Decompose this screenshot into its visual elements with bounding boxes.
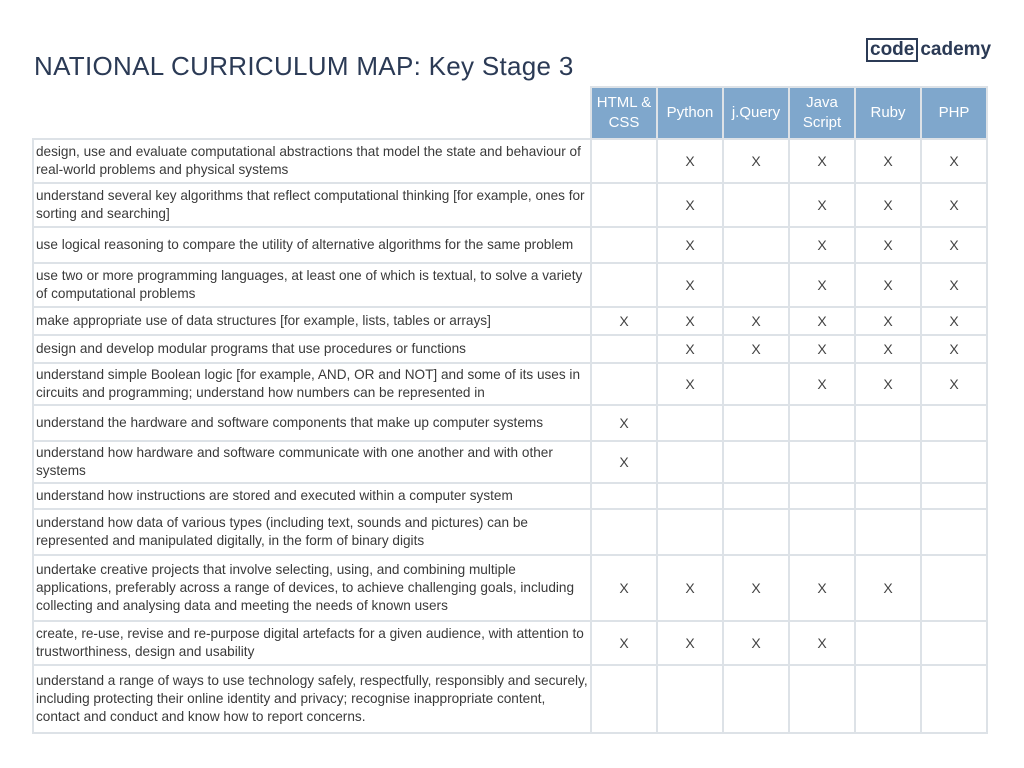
coverage-mark — [591, 227, 657, 263]
coverage-mark — [591, 263, 657, 307]
table-row — [33, 621, 987, 665]
objective-description: use logical reasoning to compare the utility of alternative algorithms for the same problem — [33, 227, 591, 263]
table-row — [33, 227, 987, 263]
coverage-mark: X — [657, 263, 723, 307]
coverage-mark — [657, 405, 723, 441]
coverage-mark: X — [855, 307, 921, 335]
coverage-mark — [591, 483, 657, 509]
coverage-mark: X — [789, 555, 855, 621]
coverage-mark: X — [657, 335, 723, 363]
coverage-mark: X — [855, 363, 921, 405]
coverage-mark: X — [921, 139, 987, 183]
logo-code-text: code — [866, 38, 918, 62]
objective-description: design and develop modular programs that use procedures or functions — [33, 335, 591, 363]
coverage-mark — [723, 483, 789, 509]
coverage-mark: X — [789, 263, 855, 307]
coverage-mark: X — [657, 139, 723, 183]
coverage-mark — [723, 227, 789, 263]
coverage-mark: X — [789, 621, 855, 665]
table-row — [33, 139, 987, 183]
objective-description: use two or more programming languages, at least one of which is textual, to solve a variety of computational problems — [33, 263, 591, 307]
objective-description: make appropriate use of data structures [for example, lists, tables or arrays] — [33, 307, 591, 335]
coverage-mark — [921, 405, 987, 441]
coverage-mark — [723, 509, 789, 555]
coverage-mark: X — [855, 139, 921, 183]
coverage-mark: X — [855, 227, 921, 263]
table-row — [33, 335, 987, 363]
logo-cademy-text: cademy — [920, 39, 992, 60]
coverage-mark: X — [591, 555, 657, 621]
coverage-mark: X — [657, 183, 723, 227]
objective-description: understand how instructions are stored and executed within a computer system — [33, 483, 591, 509]
coverage-mark: X — [723, 555, 789, 621]
coverage-mark — [855, 621, 921, 665]
coverage-mark: X — [591, 441, 657, 483]
coverage-mark — [657, 441, 723, 483]
coverage-mark — [789, 509, 855, 555]
coverage-mark: X — [855, 263, 921, 307]
coverage-mark — [789, 483, 855, 509]
coverage-mark: X — [657, 307, 723, 335]
coverage-mark — [591, 139, 657, 183]
coverage-mark — [723, 183, 789, 227]
coverage-mark — [591, 665, 657, 733]
coverage-mark: X — [591, 621, 657, 665]
coverage-mark — [591, 363, 657, 405]
coverage-mark — [723, 363, 789, 405]
coverage-mark: X — [921, 363, 987, 405]
header-ruby: Ruby — [855, 87, 921, 139]
header-html-css: HTML & CSS — [591, 87, 657, 139]
coverage-mark — [921, 665, 987, 733]
coverage-mark — [855, 483, 921, 509]
coverage-mark: X — [657, 555, 723, 621]
coverage-mark: X — [921, 227, 987, 263]
codecademy-logo — [866, 38, 991, 62]
objective-description: understand how hardware and software communicate with one another and with other systems — [33, 441, 591, 483]
coverage-mark: X — [657, 363, 723, 405]
coverage-mark — [591, 509, 657, 555]
objective-description: understand the hardware and software components that make up computer systems — [33, 405, 591, 441]
objective-description: understand simple Boolean logic [for example, AND, OR and NOT] and some of its uses in circuits and programming; understand how numbers can be represented in — [33, 363, 591, 405]
coverage-mark: X — [789, 363, 855, 405]
coverage-mark: X — [723, 621, 789, 665]
coverage-mark — [657, 665, 723, 733]
coverage-mark: X — [921, 335, 987, 363]
coverage-mark — [855, 405, 921, 441]
coverage-mark: X — [723, 139, 789, 183]
coverage-mark — [921, 441, 987, 483]
coverage-mark — [657, 483, 723, 509]
objective-description: understand how data of various types (including text, sounds and pictures) can be represented and manipulated digitally, in the form of binary digits — [33, 509, 591, 555]
coverage-mark: X — [591, 405, 657, 441]
coverage-mark — [591, 183, 657, 227]
objective-description: design, use and evaluate computational abstractions that model the state and behaviour of real-world problems and physical systems — [33, 139, 591, 183]
objective-description: create, re-use, revise and re-purpose digital artefacts for a given audience, with attention to trustworthiness, design and usability — [33, 621, 591, 665]
table-row — [33, 183, 987, 227]
table-row — [33, 307, 987, 335]
coverage-mark: X — [723, 307, 789, 335]
header-jquery: j.Query — [723, 87, 789, 139]
table-row — [33, 483, 987, 509]
coverage-mark — [723, 665, 789, 733]
coverage-mark: X — [855, 183, 921, 227]
coverage-mark — [789, 441, 855, 483]
coverage-mark — [657, 509, 723, 555]
coverage-mark — [723, 441, 789, 483]
coverage-mark — [591, 335, 657, 363]
coverage-mark: X — [855, 555, 921, 621]
table-row — [33, 405, 987, 441]
coverage-mark: X — [789, 335, 855, 363]
coverage-mark — [855, 441, 921, 483]
table-header-row — [33, 87, 987, 139]
table-row — [33, 665, 987, 733]
coverage-mark: X — [921, 183, 987, 227]
coverage-mark: X — [789, 307, 855, 335]
objective-description: understand a range of ways to use technology safely, respectfully, responsibly and securely, including protecting their online identity and privacy; recognise inappropriate content, contact and conduct and know how to report concerns. — [33, 665, 591, 733]
header-python: Python — [657, 87, 723, 139]
page-title: NATIONAL CURRICULUM MAP: Key Stage 3 — [34, 51, 574, 82]
coverage-mark — [921, 621, 987, 665]
objective-description: undertake creative projects that involve selecting, using, and combining multiple applications, preferably across a range of devices, to achieve challenging goals, including collecting and analysing data and meeting the needs of known users — [33, 555, 591, 621]
coverage-mark — [723, 405, 789, 441]
coverage-mark — [789, 665, 855, 733]
curriculum-table — [32, 86, 988, 734]
header-blank-cell — [33, 87, 591, 139]
coverage-mark: X — [789, 227, 855, 263]
header-php: PHP — [921, 87, 987, 139]
coverage-mark — [921, 555, 987, 621]
coverage-mark: X — [921, 263, 987, 307]
table-row — [33, 363, 987, 405]
coverage-mark — [789, 405, 855, 441]
table-row — [33, 441, 987, 483]
header-javascript: Java Script — [789, 87, 855, 139]
table-row — [33, 509, 987, 555]
table-row — [33, 263, 987, 307]
coverage-mark — [921, 509, 987, 555]
coverage-mark: X — [657, 227, 723, 263]
coverage-mark — [723, 263, 789, 307]
coverage-mark: X — [591, 307, 657, 335]
coverage-mark: X — [855, 335, 921, 363]
coverage-mark: X — [921, 307, 987, 335]
coverage-mark: X — [657, 621, 723, 665]
coverage-mark: X — [723, 335, 789, 363]
coverage-mark — [855, 665, 921, 733]
coverage-mark — [855, 509, 921, 555]
coverage-mark — [921, 483, 987, 509]
coverage-mark: X — [789, 183, 855, 227]
coverage-mark: X — [789, 139, 855, 183]
table-row — [33, 555, 987, 621]
objective-description: understand several key algorithms that reflect computational thinking [for example, ones for sorting and searching] — [33, 183, 591, 227]
